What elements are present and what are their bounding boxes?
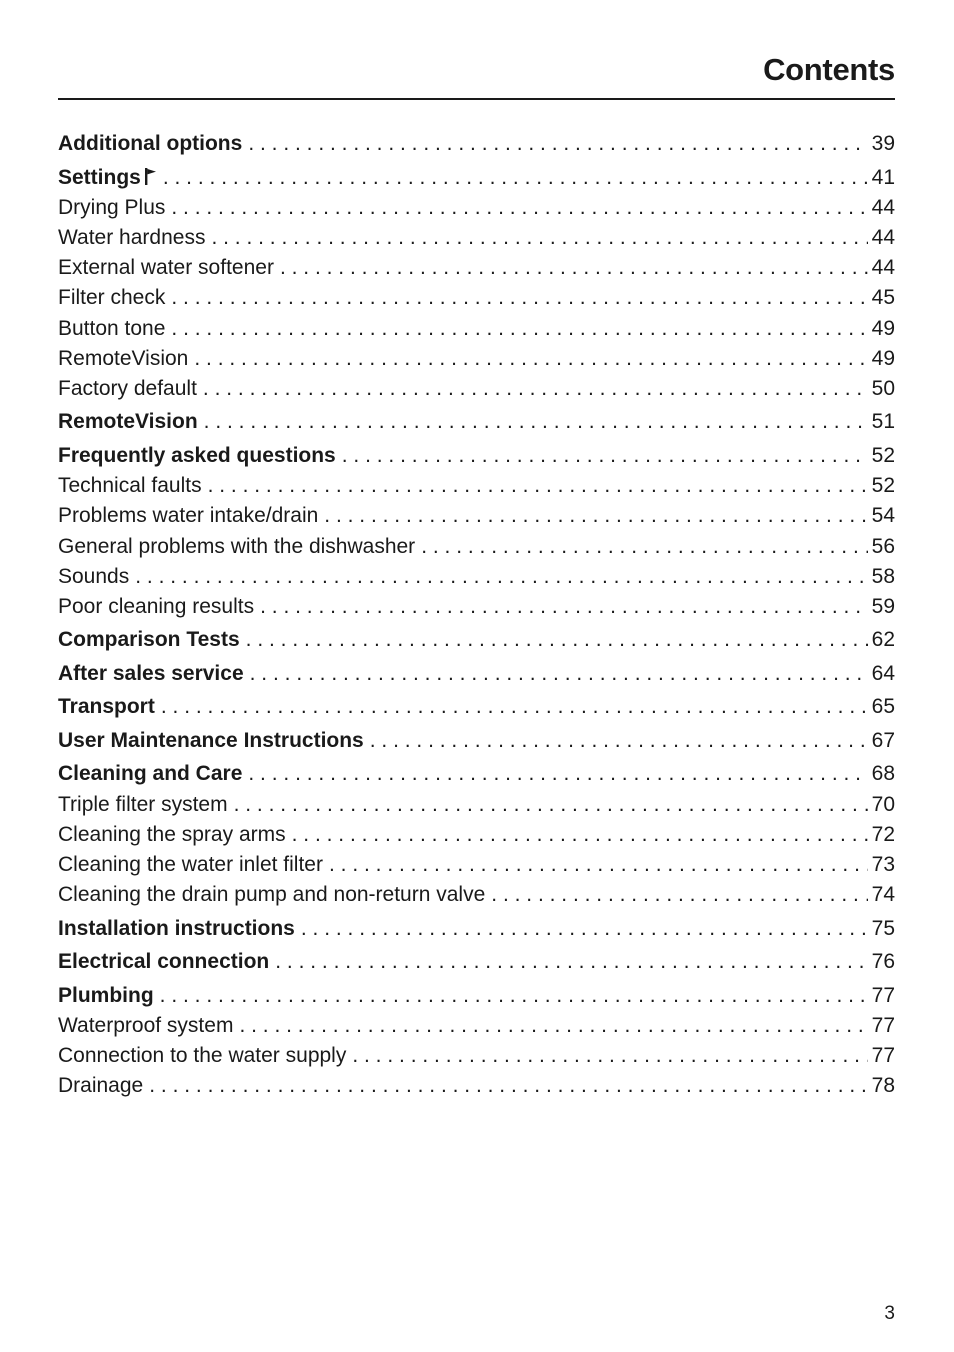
toc-entry[interactable] <box>58 880 895 910</box>
toc-entry[interactable] <box>58 314 895 344</box>
dot-leader <box>292 820 868 850</box>
toc-entry-page: 65 <box>871 695 895 719</box>
dot-leader <box>171 283 867 313</box>
dot-leader <box>135 562 867 592</box>
toc-entry[interactable] <box>58 501 895 531</box>
toc-entry-label: Frequently asked questions <box>58 443 336 467</box>
toc-entry-label: Installation instructions <box>58 916 295 940</box>
dot-leader <box>211 223 867 253</box>
toc-entry-label: General problems with the dishwasher <box>58 534 416 558</box>
dot-leader <box>203 374 868 404</box>
table-of-contents <box>58 129 895 1102</box>
toc-entry-page: 76 <box>871 950 895 974</box>
toc-entry[interactable] <box>58 532 895 562</box>
toc-entry-label: Technical faults <box>58 474 202 498</box>
dot-leader <box>194 344 867 374</box>
toc-entry-page: 73 <box>871 853 895 877</box>
dot-leader <box>248 759 867 789</box>
toc-entry-label: Cleaning the drain pump and non-return valve <box>58 883 486 907</box>
dot-leader <box>342 441 868 471</box>
toc-entry-page: 44 <box>871 225 895 249</box>
toc-entry-label: Filter check <box>58 286 166 310</box>
toc-entry-page: 50 <box>871 376 895 400</box>
dot-leader <box>280 253 868 283</box>
toc-entry-label: Problems water intake/drain <box>58 504 319 528</box>
toc-entry[interactable] <box>58 914 895 944</box>
toc-entry-label: Plumbing <box>58 983 154 1007</box>
toc-entry-label: Sounds <box>58 564 130 588</box>
toc-entry[interactable] <box>58 283 895 313</box>
toc-entry[interactable] <box>58 193 895 223</box>
toc-entry-page: 39 <box>871 132 895 155</box>
toc-entry-page: 62 <box>871 628 895 652</box>
toc-entry[interactable] <box>58 471 895 501</box>
toc-entry[interactable] <box>58 163 895 193</box>
dot-leader <box>275 947 867 977</box>
toc-entry-label: Cleaning and Care <box>58 762 243 786</box>
toc-entry[interactable] <box>58 223 895 253</box>
toc-entry[interactable] <box>58 129 895 159</box>
toc-entry[interactable] <box>58 981 895 1011</box>
toc-entry-label: External water softener <box>58 256 274 280</box>
toc-entry-label: Factory default <box>58 376 197 400</box>
toc-entry-page: 77 <box>871 983 895 1007</box>
toc-entry[interactable] <box>58 592 895 622</box>
toc-entry[interactable] <box>58 407 895 437</box>
flag-icon <box>145 168 157 185</box>
toc-entry[interactable] <box>58 344 895 374</box>
toc-entry-page: 74 <box>871 883 895 907</box>
dot-leader <box>491 880 867 910</box>
toc-entry[interactable] <box>58 253 895 283</box>
dot-leader <box>246 625 868 655</box>
dot-leader <box>260 592 868 622</box>
toc-entry[interactable] <box>58 1041 895 1071</box>
dot-leader <box>248 129 867 159</box>
toc-entry-label: Electrical connection <box>58 950 270 974</box>
toc-entry[interactable] <box>58 759 895 789</box>
dot-leader <box>171 193 867 223</box>
toc-entry-label: Comparison Tests <box>58 628 240 652</box>
toc-entry[interactable] <box>58 790 895 820</box>
toc-entry-label: Drainage <box>58 1074 144 1098</box>
toc-entry-page: 58 <box>871 564 895 588</box>
toc-entry-page: 77 <box>871 1044 895 1068</box>
toc-entry-label-text: Settings <box>58 165 141 189</box>
toc-entry-page: 72 <box>871 822 895 846</box>
toc-entry-page: 64 <box>871 661 895 685</box>
page-number: 3 <box>884 1303 895 1324</box>
toc-entry-label: Additional options <box>58 132 243 155</box>
toc-entry[interactable] <box>58 659 895 689</box>
toc-entry-page: 45 <box>871 286 895 310</box>
dot-leader <box>161 692 868 722</box>
toc-entry[interactable] <box>58 947 895 977</box>
toc-entry-label: After sales service <box>58 661 244 685</box>
title-divider <box>58 98 895 100</box>
toc-entry-page: 70 <box>871 792 895 816</box>
dot-leader <box>160 981 868 1011</box>
toc-entry-label: Poor cleaning results <box>58 594 255 618</box>
toc-entry[interactable] <box>58 374 895 404</box>
toc-entry[interactable] <box>58 562 895 592</box>
toc-entry-label: RemoteVision <box>58 346 189 370</box>
dot-leader <box>329 850 868 880</box>
dot-leader <box>352 1041 867 1071</box>
toc-entry-label: Transport <box>58 695 155 719</box>
dot-leader <box>324 501 867 531</box>
toc-entry-label: Connection to the water supply <box>58 1044 347 1068</box>
dot-leader <box>370 726 868 756</box>
toc-entry-label: RemoteVision <box>58 410 198 434</box>
toc-entry-page: 78 <box>871 1074 895 1098</box>
page-title: Contents <box>763 52 895 87</box>
toc-entry-page: 52 <box>871 443 895 467</box>
toc-entry-label: Button tone <box>58 316 166 340</box>
toc-entry-page: 75 <box>871 916 895 940</box>
dot-leader <box>163 163 868 193</box>
toc-entry-page: 44 <box>871 195 895 219</box>
toc-entry-page: 54 <box>871 504 895 528</box>
toc-entry-page: 67 <box>871 728 895 752</box>
toc-entry-page: 56 <box>871 534 895 558</box>
toc-entry-page: 77 <box>871 1013 895 1037</box>
toc-entry-page: 51 <box>871 410 895 434</box>
toc-entry-page: 52 <box>871 474 895 498</box>
toc-entry-label: Cleaning the water inlet filter <box>58 853 323 877</box>
dot-leader <box>204 407 868 437</box>
toc-entry-label <box>58 163 157 193</box>
dot-leader <box>171 314 867 344</box>
dot-leader <box>421 532 867 562</box>
toc-entry[interactable] <box>58 441 895 471</box>
dot-leader <box>149 1071 867 1101</box>
toc-entry[interactable] <box>58 1011 895 1041</box>
toc-entry[interactable] <box>58 820 895 850</box>
toc-entry-page: 49 <box>871 316 895 340</box>
dot-leader <box>301 914 868 944</box>
dot-leader <box>234 790 868 820</box>
toc-entry-page: 49 <box>871 346 895 370</box>
toc-entry[interactable] <box>58 692 895 722</box>
toc-entry-label: Water hardness <box>58 225 206 249</box>
dot-leader <box>239 1011 867 1041</box>
toc-entry-page: 44 <box>871 256 895 280</box>
toc-entry[interactable] <box>58 850 895 880</box>
toc-entry-label: Drying Plus <box>58 195 166 219</box>
toc-entry-label: Cleaning the spray arms <box>58 822 286 846</box>
toc-entry[interactable] <box>58 625 895 655</box>
toc-entry-page: 59 <box>871 594 895 618</box>
dot-leader <box>208 471 868 501</box>
toc-entry-label: User Maintenance Instructions <box>58 728 364 752</box>
toc-entry-page: 41 <box>871 165 895 189</box>
toc-entry[interactable] <box>58 726 895 756</box>
toc-entry[interactable] <box>58 1071 895 1101</box>
toc-entry-page: 68 <box>871 762 895 786</box>
toc-entry-label: Waterproof system <box>58 1013 234 1037</box>
dot-leader <box>250 659 868 689</box>
toc-entry-label: Triple filter system <box>58 792 228 816</box>
